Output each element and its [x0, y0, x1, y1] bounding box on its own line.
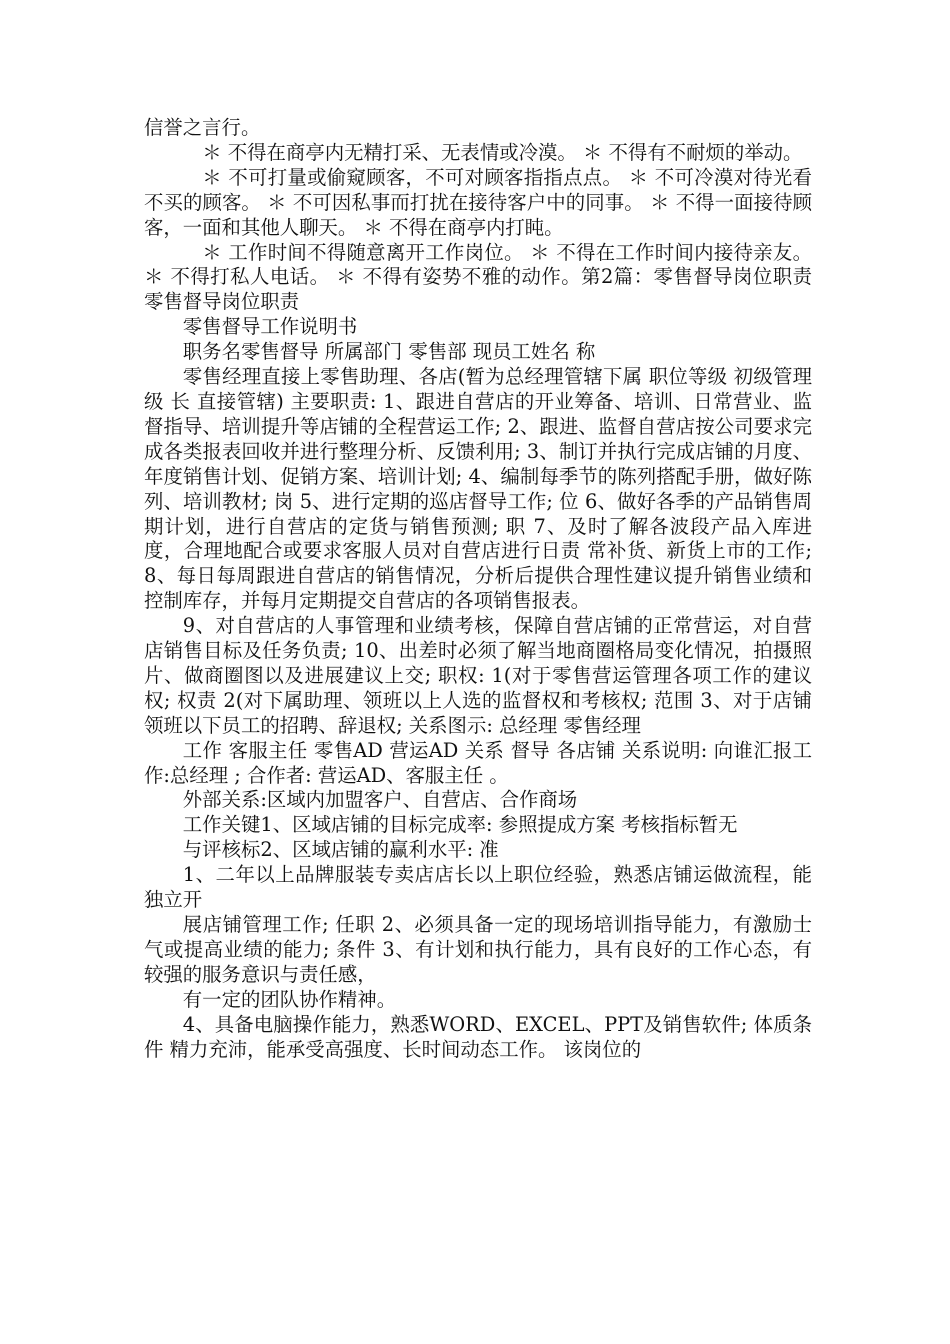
paragraph: 工作关键1、区域店铺的目标完成率: 参照提成方案 考核指标暂无: [182, 813, 738, 837]
paragraph: 外部关系:区域内加盟客户、自营店、合作商场: [182, 788, 578, 812]
paragraph: 展店铺管理工作; 任职 2、必须具备一定的现场培训指导能力，有激励士气或提高业绩的能力; 条件 3、有计划和执行能力，具有良好的工作心态，有较强的服务意识与责任感，: [144, 913, 812, 986]
paragraph: 4、具备电脑操作能力，熟悉WORD、EXCEL、PPT及销售软件; 体质条件 精力充沛，能承受高强度、长时间动态工作。 该岗位的: [144, 1012, 812, 1061]
paragraph: ＊ 不得在商亭内无精打采、无表情或冷漠。 ＊ 不得有不耐烦的举动。: [202, 140, 803, 164]
paragraph: 信誉之言行。: [144, 116, 261, 139]
paragraph: 工作 客服主任 零售AD 营运AD 关系 督导 各店铺 关系说明: 向谁汇报工作:总经理 ; 合作者: 营运AD、客服主任 。: [144, 738, 812, 787]
paragraph: 9、对自营店的人事管理和业绩考核，保障自营店铺的正常营运，对自营店销售目标及任务负责; 10、出差时必须了解当地商圈格局变化情况，拍摄照片、做商圈图以及进展建议上交; 职权: 1(对于零售营运管理各项工作的建议权; 权责 2(对下属助理、领班以上人选的监督权和考核权; 范围 3、对于店铺领班以下员工的招聘、辞退权; 关系图示: 总经理 零售经理: [144, 614, 812, 737]
paragraph: ＊ 工作时间不得随意离开工作岗位。 ＊ 不得在工作时间内接待亲友。 ＊ 不得打私人电话。 ＊ 不得有姿势不雅的动作。第2篇：零售督导岗位职责零售督导岗位职责: [144, 240, 812, 314]
paragraph: 零售经理直接上零售助理、各店(暂为总经理管辖下属 职位等级 初级管理 级 长 直接管辖) 主要职责: 1、跟进自营店的开业筹备、培训、日常营业、监督指导、培训提升等店铺的全程营运工作; 2、跟进、监督自营店按公司要求完成各类报表回收并进行整理分析、反馈利用; 3、制订并执行完成店铺的月度、年度销售计划、促销方案、培训计划; 4、编制每季节的陈列搭配手册，做好陈列、培训教材; 岗 5、进行定期的巡店督导工作; 位 6、做好各季的产品销售周期计划，进行自营店的定货与销售预测; 职 7、及时了解各波段产品入库进度，合理地配合或要求客服人员对自营店进行日责 常补货、新货上市的工作; 8、每日每周跟进自营店的销售情况，分析后提供合理性建议提升销售业绩和控制库存，并每月定期提交自营店的各项销售报表。: [144, 365, 812, 613]
paragraph: 与评核标2、区域店铺的赢利水平: 准: [182, 838, 499, 862]
paragraph: 零售督导工作说明书: [182, 315, 358, 339]
paragraph: ＊ 不可打量或偷窥顾客，不可对顾客指指点点。 ＊ 不可冷漠对待光看不买的顾客。 ＊ 不可因私事而打扰在接待客户中的同事。 ＊ 不得一面接待顾客，一面和其他人聊天。 ＊ 不得在商亭内打盹。: [144, 165, 812, 239]
paragraph: 1、二年以上品牌服装专卖店店长以上职位经验，熟悉店铺运做流程，能独立开: [144, 863, 812, 912]
paragraph: 有一定的团队协作精神。: [182, 987, 397, 1011]
paragraph: 职务名零售督导 所属部门 零售部 现员工姓名 称: [182, 340, 596, 364]
document-body: [144, 116, 812, 1062]
